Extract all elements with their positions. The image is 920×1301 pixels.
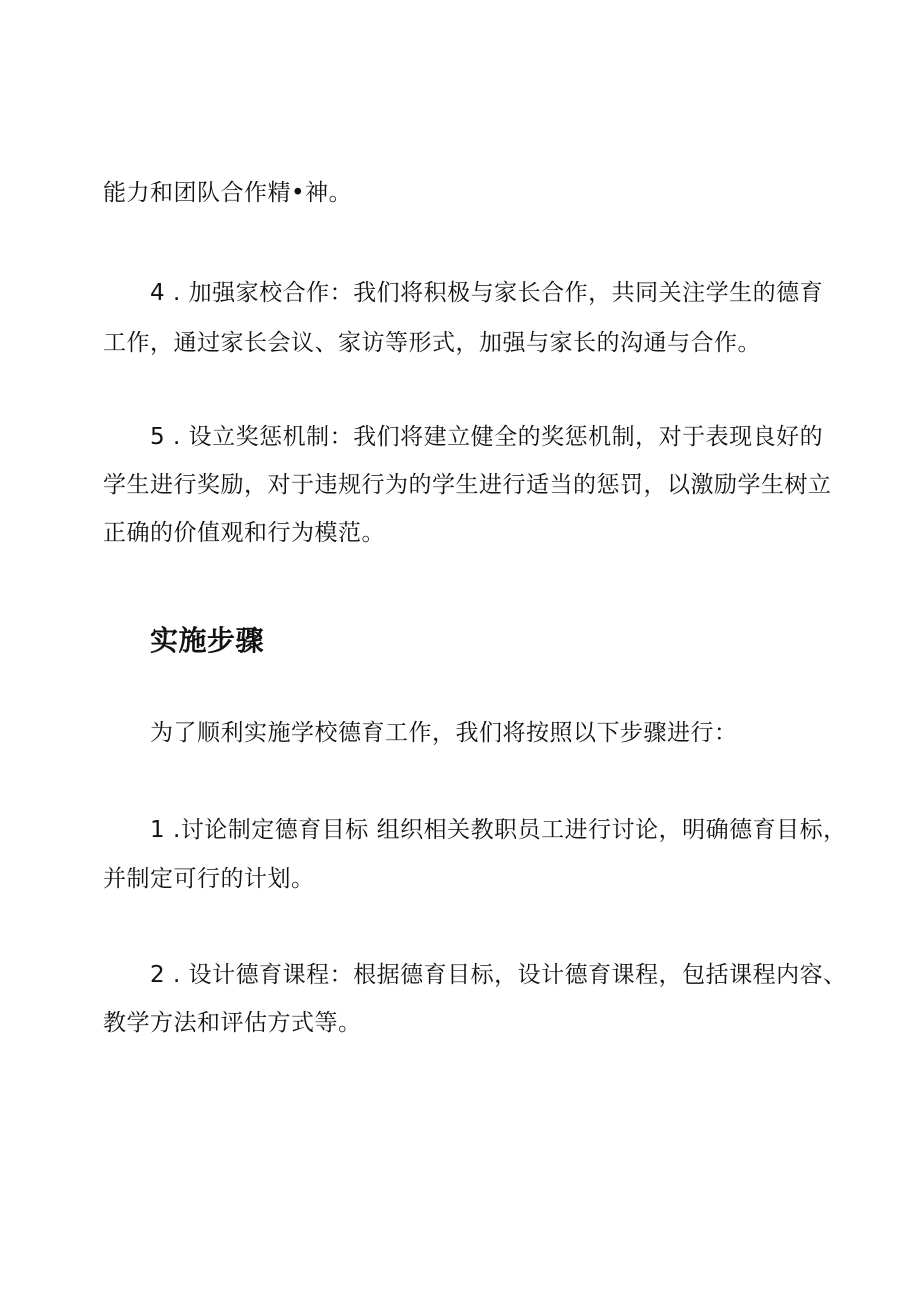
step-1-line-1: 1 .讨论制定德育目标 组织相关教职员工进行讨论，明确德育目标， bbox=[150, 817, 847, 843]
paragraph-item-4-line-2: 工作，通过家长会议、家访等形式，加强与家长的沟通与合作。 bbox=[103, 330, 761, 356]
section-intro-line: 为了顺利实施学校德育工作，我们将按照以下步骤进行： bbox=[150, 720, 738, 746]
paragraph-continuation-line: 能力和团队合作精•神。 bbox=[103, 180, 353, 206]
paragraph-item-5-line-2: 学生进行奖励，对于违规行为的学生进行适当的惩罚，以激励学生树立 bbox=[103, 472, 832, 498]
step-2-line-1: 2 . 设计德育课程：根据德育目标，设计德育课程，包括课程内容、 bbox=[150, 962, 847, 988]
step-2-line-2: 教学方法和评估方式等。 bbox=[103, 1010, 362, 1036]
paragraph-item-5-line-1: 5 . 设立奖惩机制：我们将建立健全的奖惩机制，对于表现良好的 bbox=[150, 424, 824, 450]
paragraph-item-5-line-3: 正确的价值观和行为模范。 bbox=[103, 520, 385, 546]
step-1-line-2: 并制定可行的计划。 bbox=[103, 866, 315, 892]
section-heading: 实施步骤 bbox=[150, 624, 265, 657]
paragraph-item-4-line-1: 4 . 加强家校合作：我们将积极与家长合作，共同关注学生的德育 bbox=[150, 280, 824, 306]
